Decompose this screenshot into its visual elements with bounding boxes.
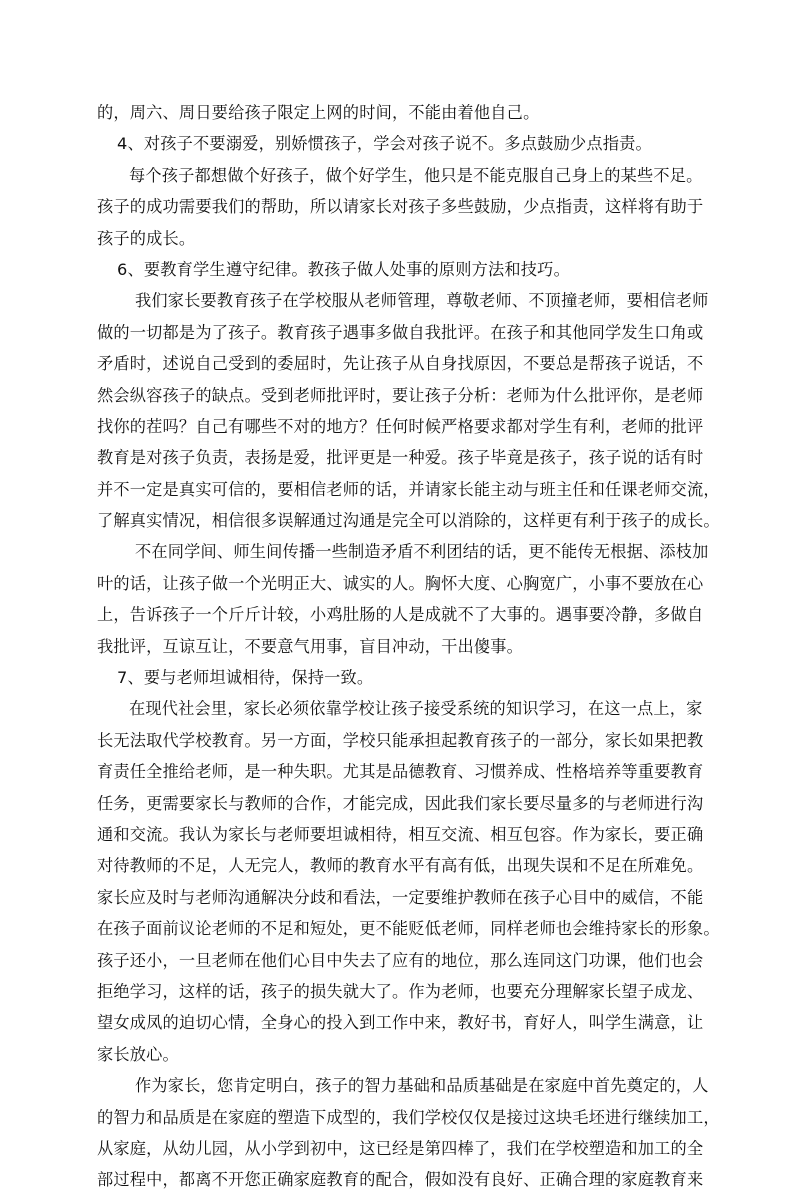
paragraph-first-line: 作为家长，您肯定明白，孩子的智力基础和品质基础是在家庭中首先奠定的，人 bbox=[135, 1076, 709, 1096]
paragraph-first-line: 每个孩子都想做个好孩子，做个好学生，他只是不能克服自己身上的某些不足。 bbox=[129, 165, 703, 185]
document-body bbox=[97, 97, 720, 1196]
list-item-6: 6、要教育学生遵守纪律。教孩子做人处事的原则方法和技巧。 bbox=[117, 259, 570, 279]
paragraph-first-line: 在现代社会里，家长必须依靠学校让孩子接受系统的知识学习，在这一点上，家 bbox=[129, 699, 703, 719]
text-line: 孩子还小，一旦老师在他们心目中失去了应有的地位，那么连同这门功课，他们也会 bbox=[97, 950, 704, 970]
text-line: 的智力和品质是在家庭的塑造下成型的，我们学校仅仅是接过这块毛坯进行继续加工， bbox=[97, 1107, 720, 1127]
paragraph-first-line: 不在同学间、师生间传播一些制造矛盾不利团结的话，更不能传无根据、添枝加 bbox=[135, 542, 709, 562]
text-line: 我批评，互谅互让，不要意气用事，盲目冲动，干出傻事。 bbox=[97, 636, 524, 656]
text-line: 做的一切都是为了孩子。教育孩子遇事多做自我批评。在孩子和其他同学发生口角或 bbox=[97, 322, 704, 342]
text-line: 拒绝学习，这样的话，孩子的损失就大了。作为老师，也要充分理解家长望子成龙、 bbox=[97, 981, 704, 1001]
text-line: 家长应及时与老师沟通解决分歧和看法，一定要维护教师在孩子心目中的威信，不能 bbox=[97, 887, 704, 907]
text-line: 长无法取代学校教育。另一方面，学校只能承担起教育孩子的一部分，家长如果把教 bbox=[97, 730, 704, 750]
text-line: 孩子的成功需要我们的帮助，所以请家长对孩子多些鼓励，少点指责，这样将有助于 bbox=[97, 197, 704, 217]
text-line: 从家庭，从幼儿园，从小学到初中，这已经是第四棒了，我们在学校塑造和加工的全 bbox=[97, 1138, 704, 1158]
text-line: 家长放心。 bbox=[97, 1044, 179, 1064]
text-line: 上，告诉孩子一个斤斤计较，小鸡肚肠的人是成就不了大事的。遇事要冷静，多做自 bbox=[97, 605, 704, 625]
text-line: 并不一定是真实可信的，要相信老师的话，并请家长能主动与班主任和任课老师交流， bbox=[97, 479, 720, 499]
text-line: 部过程中，都离不开您正确家庭教育的配合，假如没有良好、正确合理的家庭教育来 bbox=[97, 1170, 704, 1190]
text-line: 的，周六、周日要给孩子限定上网的时间，不能由着他自己。 bbox=[97, 103, 540, 122]
text-line: 矛盾时，述说自己受到的委屈时，先让孩子从自身找原因，不要总是帮孩子说话，不 bbox=[97, 354, 704, 374]
text-line: 对待教师的不足，人无完人，教师的教育水平有高有低，出现失误和不足在所难免。 bbox=[97, 856, 704, 876]
text-line: 育责任全推给老师，是一种失职。尤其是品德教育、习惯养成、性格培养等重要教育 bbox=[97, 762, 704, 782]
text-line: 了解真实情况，相信很多误解通过沟通是完全可以消除的，这样更有利于孩子的成长。 bbox=[97, 511, 720, 531]
text-line: 望女成凤的迫切心情，全身心的投入到工作中来，教好书，育好人，叫学生满意，让 bbox=[97, 1013, 704, 1033]
text-line: 孩子的成长。 bbox=[97, 228, 196, 248]
paragraph-first-line: 我们家长要教育孩子在学校服从老师管理，尊敬老师、不顶撞老师，要相信老师 bbox=[135, 291, 709, 311]
text-line: 在孩子面前议论老师的不足和短处，更不能贬低老师，同样老师也会维持家长的形象。 bbox=[97, 919, 720, 939]
text-line: 然会纵容孩子的缺点。受到老师批评时，要让孩子分析：老师为什么批评你，是老师 bbox=[97, 385, 704, 405]
list-item-7: 7、要与老师坦诚相待，保持一致。 bbox=[117, 668, 374, 688]
text-line: 叶的话，让孩子做一个光明正大、诚实的人。胸怀大度、心胸宽广，小事不要放在心 bbox=[97, 573, 704, 593]
list-item-4: 4、对孩子不要溺爱，别娇惯孩子，学会对孩子说不。多点鼓励少点指责。 bbox=[117, 134, 652, 154]
text-line: 通和交流。我认为家长与老师要坦诚相待，相互交流、相互包容。作为家长，要正确 bbox=[97, 824, 704, 844]
text-line: 教育是对孩子负责，表扬是爱，批评更是一种爱。孩子毕竟是孩子，孩子说的话有时 bbox=[97, 448, 704, 468]
text-line: 任务，更需要家长与教师的合作，才能完成，因此我们家长要尽量多的与老师进行沟 bbox=[97, 793, 704, 813]
text-line: 找你的茬吗？自己有哪些不对的地方？任何时候严格要求都对学生有利，老师的批评 bbox=[97, 416, 704, 436]
